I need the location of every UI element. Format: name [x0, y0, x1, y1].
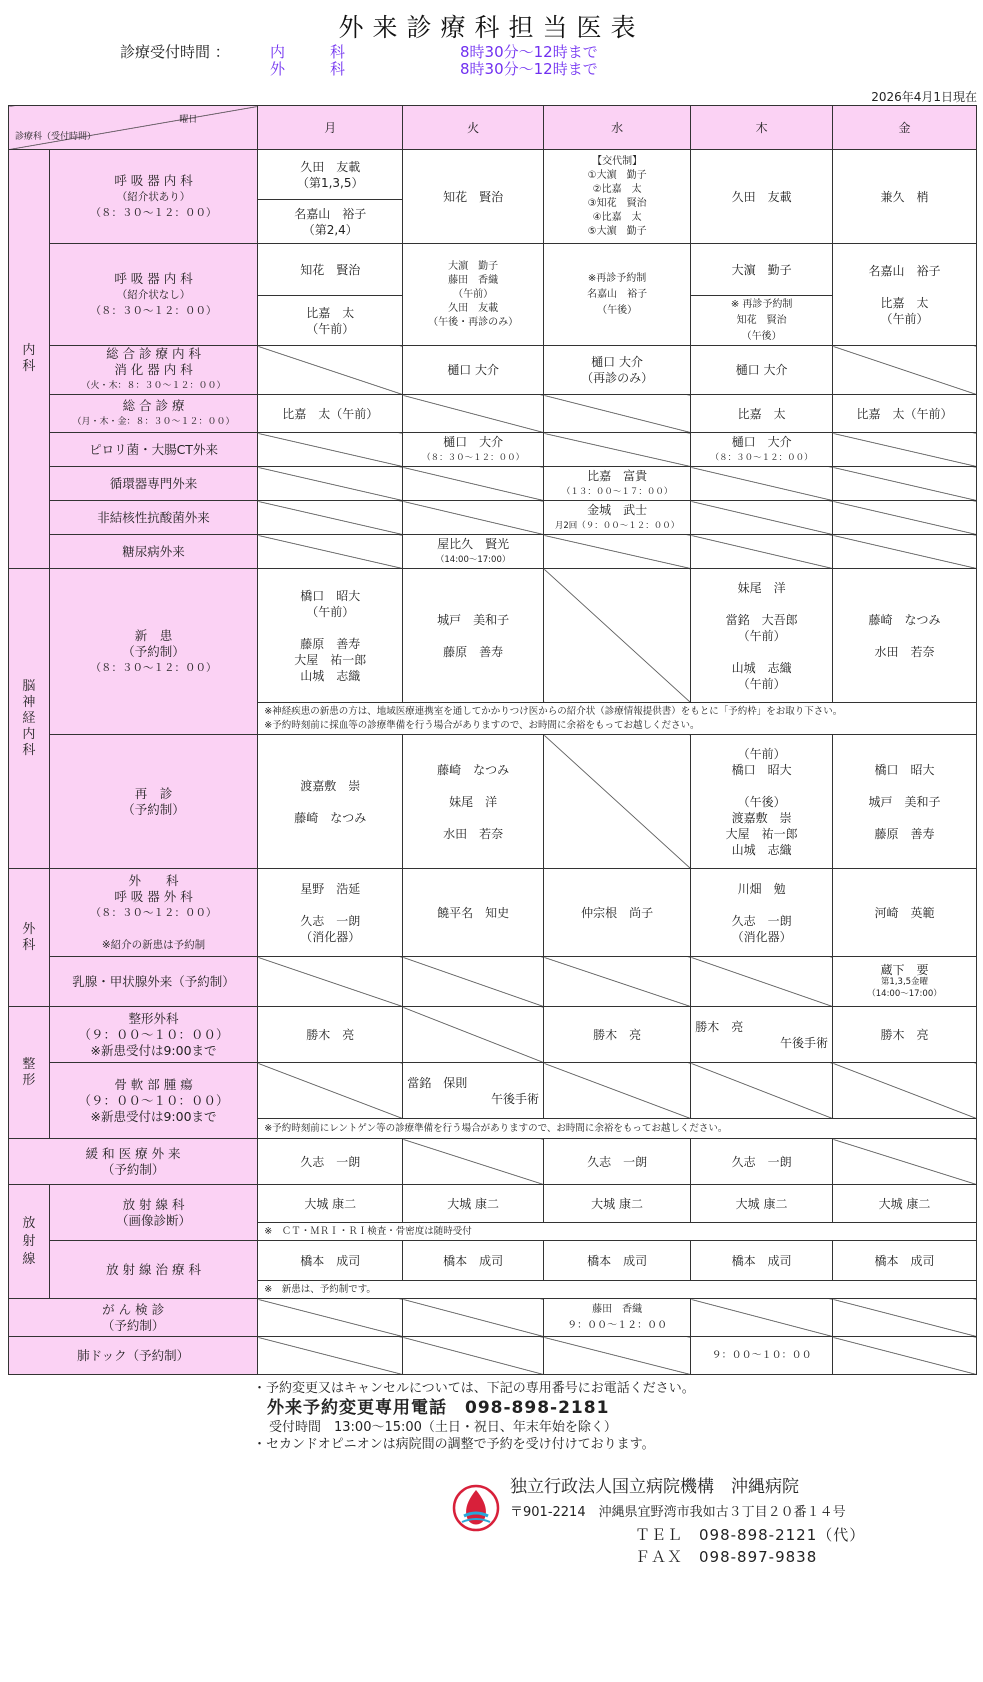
header-fri: 金	[833, 106, 977, 150]
kokyu2-tue: 大濵 勤子 藤田 香織 （午前） 久田 友載 （午後・再診のみ）	[403, 244, 544, 346]
haidock-thu: ９：００～１０：００	[691, 1337, 833, 1375]
hosha2-fri: 橋本 成司	[833, 1241, 977, 1281]
page-title: 外来診療科担当医表	[338, 13, 645, 42]
seikei1-tue-empty	[403, 1007, 544, 1063]
seikei2-note: ※予約時刻前にレントゲン等の診療準備を行う場合がありますので、お時間に余裕をもってお越しください。	[258, 1119, 977, 1139]
header-thu: 木	[691, 106, 833, 150]
shinkan-notes: ※神経疾患の新患の方は、地域医療連携室を通してかかりつけ医からの紹介状（診療情報提供書）をもとに「予約枠」をお取り下さい。 ※予約時刻前に採血等の診療準備を行う場合がありますので、お時間に余裕をもってお越しください。	[258, 703, 977, 735]
row-sogo-label: 総 合 診 療 内 科 消 化 器 内 科 （火・木：８：３０～１２：００）	[49, 346, 257, 395]
row-hosha1-label: 放 射 線 科 （画像診断）	[49, 1185, 257, 1241]
row-hiketsu-label: 非結核性抗酸菌外来	[49, 501, 257, 535]
as-of-date: 2026年4月1日現在	[871, 90, 977, 104]
hospital-info	[510, 1476, 865, 1568]
hosha2-thu: 橋本 成司	[691, 1241, 833, 1281]
saishin-wed-empty	[544, 735, 691, 869]
pylori-tue: 樋口 大介 （８：３０～１２：００）	[403, 433, 544, 467]
junkan-tue-empty	[403, 467, 544, 501]
shinkan-wed-empty	[544, 569, 691, 703]
kanwa-mon: 久志 一朗	[258, 1139, 403, 1185]
row-saishin-label: 再 診 （予約制）	[49, 735, 257, 869]
seikei1-wed: 勝木 亮	[544, 1007, 691, 1063]
kokyu2-thu-b: ※ 再診予約制 知花 賢治 （午後）	[691, 296, 833, 346]
sogo-fri-empty	[833, 346, 977, 395]
footer-notes	[253, 1380, 695, 1453]
gan-fri-empty	[833, 1299, 977, 1337]
kokyu2-mon-a: 知花 賢治	[258, 244, 403, 296]
row-seikei2-label: 骨 軟 部 腫 瘍 （９：００～１０：００） ※新患受付は9:00まで	[49, 1063, 257, 1139]
hours-label: 診療受付時間 ：	[120, 43, 230, 61]
hours-dept: 外 科	[270, 60, 346, 78]
row-seikei1-label: 整形外科 （９：００～１０：００） ※新患受付は9:00まで	[49, 1007, 257, 1063]
geka1-wed: 仲宗根 尚子	[544, 869, 691, 957]
seikei1-mon: 勝木 亮	[258, 1007, 403, 1063]
junkan-wed: 比嘉 富貴 （１３：００～１７：００）	[544, 467, 691, 501]
reception-time: 受付時間 13:00～15:00（土日・祝日、年末年始を除く）	[269, 1420, 617, 1435]
pylori-fri-empty	[833, 433, 977, 467]
kanwa-tue-empty	[403, 1139, 544, 1185]
kokyu1-mon-a: 久田 友載 （第1,3,5）	[258, 150, 403, 200]
hiketsu-mon-empty	[258, 501, 403, 535]
hospital-name: 独立行政法人国立病院機構 沖縄病院	[510, 1477, 799, 1497]
sogo-thu: 樋口 大介	[691, 346, 833, 395]
tonyo-mon-empty	[258, 535, 403, 569]
sogo2-thu: 比嘉 太	[691, 395, 833, 433]
corner-day-label: 曜日	[179, 115, 198, 125]
reservation-phone: 外来予約変更専用電話 098-898-2181	[267, 1398, 610, 1418]
hours-dept: 内 科	[270, 43, 346, 61]
haidock-fri-empty	[833, 1337, 977, 1375]
saishin-fri: 橋口 昭大 城戸 美和子 藤原 善寿	[833, 735, 977, 869]
hospital-tel: ＴＥＬ 098-898-2121（代）	[635, 1526, 866, 1544]
kokyu2-mon-b: 比嘉 太 （午前）	[258, 296, 403, 346]
hosha1-fri: 大城 康二	[833, 1185, 977, 1223]
hosha2-note: ※ 新患は、予約制です。	[258, 1281, 977, 1299]
haidock-mon-empty	[258, 1337, 403, 1375]
nyusen-fri: 蔵下 要 第1,3,5金曜 （14:00～17:00）	[833, 957, 977, 1007]
row-nyusen-label: 乳腺・甲状腺外来（予約制）	[49, 957, 257, 1007]
gan-mon-empty	[258, 1299, 403, 1337]
row-hosha2-label: 放 射 線 治 療 科	[49, 1241, 257, 1299]
hospital-fax: ＦＡＸ 098-897-9838	[635, 1548, 818, 1566]
saishin-mon: 渡嘉敷 崇 藤崎 なつみ	[258, 735, 403, 869]
tonyo-thu-empty	[691, 535, 833, 569]
gan-tue-empty	[403, 1299, 544, 1337]
kokyu2-fri: 名嘉山 裕子 比嘉 太 （午前）	[833, 244, 977, 346]
geka1-fri: 河崎 英範	[833, 869, 977, 957]
shinkan-thu: 妹尾 洋 當銘 大吾郎 （午前） 山城 志織 （午前）	[691, 569, 833, 703]
row-haidock-label: 肺ドック（予約制）	[9, 1337, 258, 1375]
sogo-wed: 樋口 大介 （再診のみ）	[544, 346, 691, 395]
category-geka: 外 科	[9, 869, 50, 1007]
kanwa-wed: 久志 一朗	[544, 1139, 691, 1185]
hosha1-note: ※ ＣＴ・ＭＲＩ・ＲＩ検査・骨密度は随時受付	[258, 1223, 977, 1241]
sogo2-tue-empty	[403, 395, 544, 433]
geka1-mon: 星野 浩延 久志 一朗 （消化器）	[258, 869, 403, 957]
seikei2-fri-empty	[833, 1063, 977, 1119]
sogo2-mon: 比嘉 太（午前）	[258, 395, 403, 433]
tonyo-wed-empty	[544, 535, 691, 569]
hosha1-thu: 大城 康二	[691, 1185, 833, 1223]
saishin-tue: 藤崎 なつみ 妹尾 洋 水田 若奈	[403, 735, 544, 869]
hospital-logo-icon	[450, 1480, 502, 1540]
pylori-mon-empty	[258, 433, 403, 467]
hiketsu-wed: 金城 武士 月2回（９：００～１２：００）	[544, 501, 691, 535]
haidock-wed-empty	[544, 1337, 691, 1375]
junkan-fri-empty	[833, 467, 977, 501]
category-nou: 脳 神 経 内 科	[9, 569, 50, 869]
kokyu1-wed: 【交代制】 ①大濵 勤子 ②比嘉 太 ③知花 賢治 ④比嘉 太 ⑤大濵 勤子	[544, 150, 691, 244]
nyusen-mon-empty	[258, 957, 403, 1007]
row-gan-label: が ん 検 診 （予約制）	[9, 1299, 258, 1337]
kokyu1-mon-b: 名嘉山 裕子 （第2,4）	[258, 200, 403, 244]
category-hosha: 放 射 線	[9, 1185, 50, 1299]
seikei2-wed-empty	[544, 1063, 691, 1119]
nyusen-tue-empty	[403, 957, 544, 1007]
nyusen-wed-empty	[544, 957, 691, 1007]
junkan-thu-empty	[691, 467, 833, 501]
kokyu1-tue: 知花 賢治	[403, 150, 544, 244]
header-corner	[9, 106, 258, 150]
row-pylori-label: ピロリ菌・大腸CT外来	[49, 433, 257, 467]
row-geka1-label: 外 科 呼 吸 器 外 科 （８：３０～１２：００） ※紹介の新患は予約制	[49, 869, 257, 957]
hours-time: 8時30分～12時まで	[460, 60, 598, 78]
sogo2-wed-empty	[544, 395, 691, 433]
footer-line-4: ・セカンドオピニオンは病院間の調整で予約を受け付けております。	[253, 1437, 655, 1452]
row-sogo2-label: 総 合 診 療 （月・木・金：８：３０～１２：００）	[49, 395, 257, 433]
kanwa-thu: 久志 一朗	[691, 1139, 833, 1185]
shinkan-mon: 橋口 昭大 （午前） 藤原 善寿 大屋 祐一郎 山城 志織	[258, 569, 403, 703]
kokyu1-thu: 久田 友載	[691, 150, 833, 244]
sogo2-fri: 比嘉 太（午前）	[833, 395, 977, 433]
row-tonyo-label: 糖尿病外来	[49, 535, 257, 569]
category-naika: 内 科	[9, 150, 50, 569]
junkan-mon-empty	[258, 467, 403, 501]
pylori-wed-empty	[544, 433, 691, 467]
hosha2-mon: 橋本 成司	[258, 1241, 403, 1281]
sogo-tue: 樋口 大介	[403, 346, 544, 395]
schedule-table	[8, 105, 977, 1375]
row-junkan-label: 循環器専門外来	[49, 467, 257, 501]
sogo-mon-empty	[258, 346, 403, 395]
tonyo-tue: 屋比久 賢光 （14:00～17:00）	[403, 535, 544, 569]
hosha2-tue: 橋本 成司	[403, 1241, 544, 1281]
hosha1-wed: 大城 康二	[544, 1185, 691, 1223]
shinkan-tue: 城戸 美和子 藤原 善寿	[403, 569, 544, 703]
category-seikei: 整 形	[9, 1007, 50, 1139]
hours-time: 8時30分～12時まで	[460, 43, 598, 61]
seikei2-thu-empty	[691, 1063, 833, 1119]
gan-wed: 藤田 香織 ９：００～１２：００	[544, 1299, 691, 1337]
gan-thu-empty	[691, 1299, 833, 1337]
hosha1-tue: 大城 康二	[403, 1185, 544, 1223]
seikei1-fri: 勝木 亮	[833, 1007, 977, 1063]
row-shinkan-label: 新 患 （予約制） （８：３０～１２：００）	[49, 569, 257, 735]
header-wed: 水	[544, 106, 691, 150]
kokyu2-thu-a: 大濵 勤子	[691, 244, 833, 296]
row-kokyu2-label: 呼 吸 器 内 科 （紹介状なし） （８：３０～１２：００）	[49, 244, 257, 346]
hospital-address: 〒901-2214 沖縄県宜野湾市我如古３丁目２０番１４号	[510, 1505, 846, 1520]
nyusen-thu-empty	[691, 957, 833, 1007]
hosha1-mon: 大城 康二	[258, 1185, 403, 1223]
kanwa-fri-empty	[833, 1139, 977, 1185]
header-mon: 月	[258, 106, 403, 150]
geka1-tue: 饒平名 知史	[403, 869, 544, 957]
seikei1-thu: 勝木 亮 午後手術	[691, 1007, 833, 1063]
kokyu1-fri: 兼久 梢	[833, 150, 977, 244]
seikei2-mon-empty	[258, 1063, 403, 1119]
row-kanwa-label: 緩 和 医 療 外 来 （予約制）	[9, 1139, 258, 1185]
seikei2-tue: 當銘 保則 午後手術	[403, 1063, 544, 1119]
row-kokyu1-label: 呼 吸 器 内 科 （紹介状あり） （８：３０～１２：００）	[49, 150, 257, 244]
corner-dept-label: 診療科（受付時間）	[15, 132, 97, 142]
footer-line-1: ・予約変更又はキャンセルについては、下記の専用番号にお電話ください。	[253, 1381, 695, 1396]
hosha2-wed: 橋本 成司	[544, 1241, 691, 1281]
pylori-thu: 樋口 大介 （８：３０～１２：００）	[691, 433, 833, 467]
geka1-thu: 川畑 勉 久志 一朗 （消化器）	[691, 869, 833, 957]
tonyo-fri-empty	[833, 535, 977, 569]
haidock-tue-empty	[403, 1337, 544, 1375]
saishin-thu: （午前） 橋口 昭大 （午後） 渡嘉敷 崇 大屋 祐一郎 山城 志織	[691, 735, 833, 869]
header-tue: 火	[403, 106, 544, 150]
hiketsu-fri-empty	[833, 501, 977, 535]
hiketsu-thu-empty	[691, 501, 833, 535]
hiketsu-tue-empty	[403, 501, 544, 535]
shinkan-fri: 藤崎 なつみ 水田 若奈	[833, 569, 977, 703]
kokyu2-wed: ※再診予約制 名嘉山 裕子 （午後）	[544, 244, 691, 346]
